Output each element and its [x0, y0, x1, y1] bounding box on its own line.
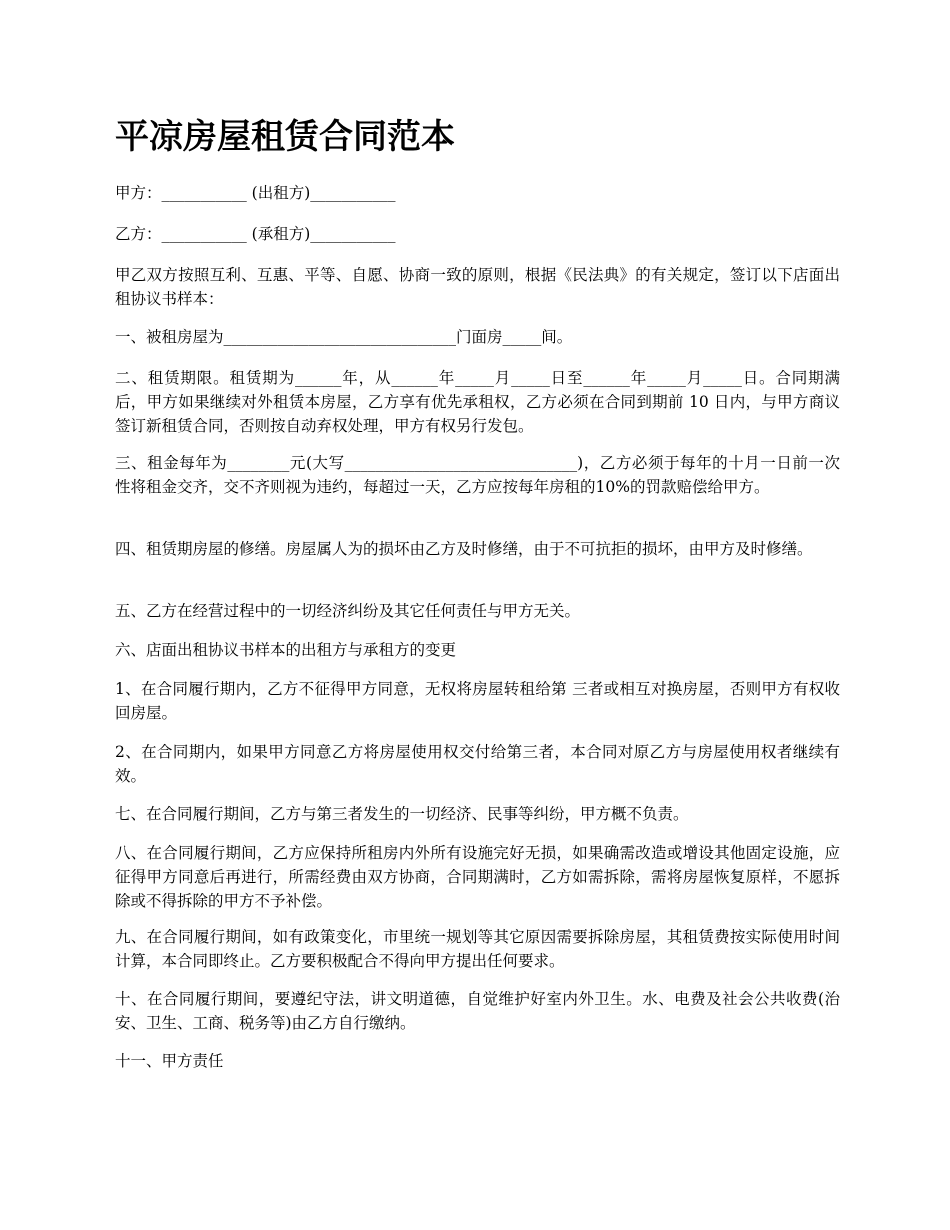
document-title: 平凉房屋租赁合同范本	[115, 117, 455, 157]
clause-7: 七、在合同履行期间，乙方与第三者发生的一切经济、民事等纠纷，甲方概不负责。	[115, 805, 689, 823]
clause-10: 十、在合同履行期间，要遵纪守法，讲文明道德，自觉维护好室内外卫生。水、电费及社会公共收费(治安、卫生、工商、税务等)由乙方自行缴纳。	[115, 990, 840, 1032]
clause-8: 八、在合同履行期间，乙方应保持所租房内外所有设施完好无损，如果确需改造或增设其他固定设施，应征得甲方同意后再进行，所需经费由双方协商，合同期满时，乙方如需拆除，需将房屋恢复原样，不愿拆除或不得拆除的甲方不予补偿。	[115, 844, 840, 910]
clause-5: 五、乙方在经营过程中的一切经济纠纷及其它任何责任与甲方无关。	[115, 602, 581, 620]
party-a-line: 甲方：___________ (出租方)___________	[115, 184, 396, 202]
clause-6: 六、店面出租协议书样本的出租方与承租方的变更	[115, 641, 457, 659]
clause-6-item-2: 2、在合同期内，如果甲方同意乙方将房屋使用权交付给第三者，本合同对原乙方与房屋使用权者继续有效。	[115, 743, 840, 785]
clause-1: 一、被租房屋为______________________________门面房_____间。	[115, 328, 573, 346]
clause-2: 二、租赁期限。租赁期为______年，从______年_____月_____日至______年_____月_____日。合同期满后，甲方如果继续对外租赁本房屋，乙方享有优先承租权，乙方必须在合同到期前 10 日内，与甲方商议签订新租赁合同，否则按自动弃权处理，甲方有权另行发包。	[115, 369, 840, 435]
clause-9: 九、在合同履行期间，如有政策变化，市里统一规划等其它原因需要拆除房屋，其租赁费按实际使用时间计算，本合同即终止。乙方要积极配合不得向甲方提出任何要求。	[115, 928, 840, 970]
clause-6-item-1: 1、在合同履行期内，乙方不征得甲方同意，无权将房屋转租给第 三者或相互对换房屋，否则甲方有权收回房屋。	[115, 680, 840, 722]
clause-11-heading: 十一、甲方责任	[115, 1052, 224, 1070]
preamble-paragraph: 甲乙双方按照互利、互惠、平等、自愿、协商一致的原则，根据《民法典》的有关规定，签订以下店面出租协议书样本：	[115, 266, 840, 308]
clause-3: 三、租金每年为________元(大写______________________________)，乙方必须于每年的十月一日前一次性将租金交齐，交不齐则视为违约，每超过一天，乙方应按每年房租的10%的罚款赔偿给甲方。	[115, 454, 840, 496]
party-b-line: 乙方：___________ (承租方)___________	[115, 225, 396, 243]
clause-4: 四、租赁期房屋的修缮。房屋属人为的损坏由乙方及时修缮，由于不可抗拒的损坏，由甲方及时修缮。	[115, 540, 813, 558]
